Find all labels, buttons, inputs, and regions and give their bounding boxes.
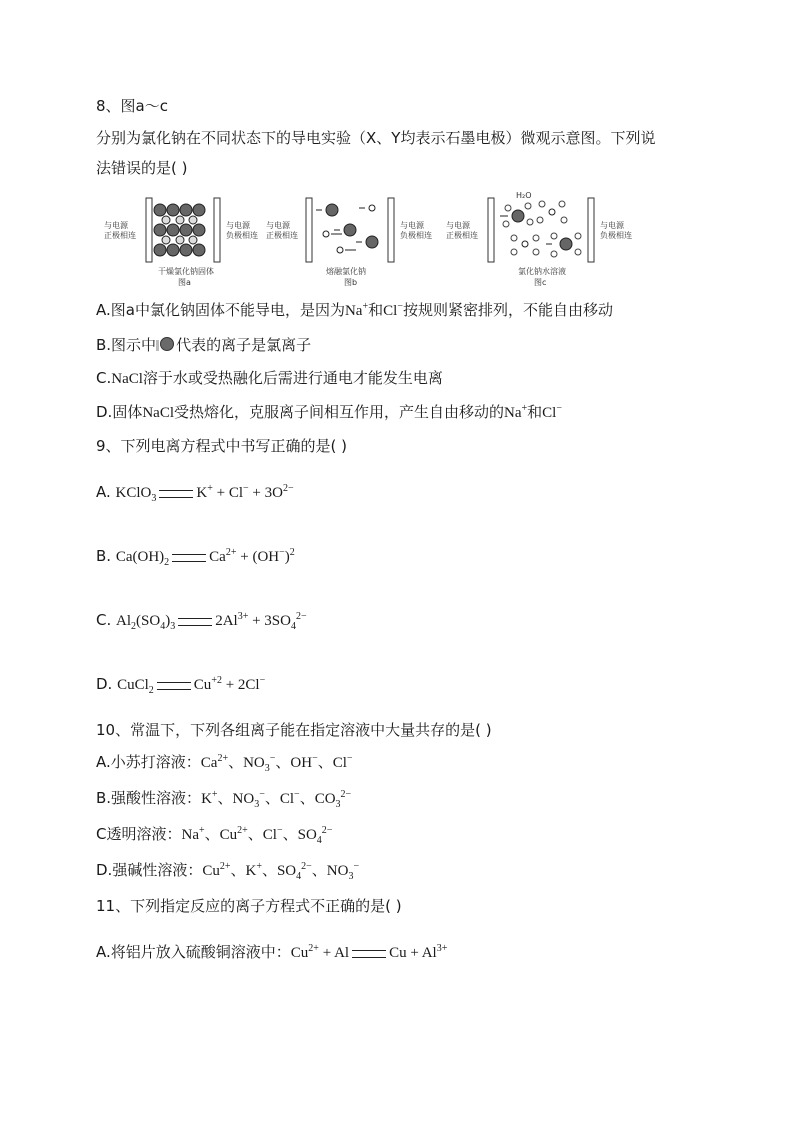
figure-b-electrode-y — [388, 198, 394, 262]
figure-a-electrode-y — [214, 198, 220, 262]
equation-b: $Ca(OH)_2$ $Ca^{2+} + (OH^-)^2$ — [115, 547, 295, 568]
q8-option-a: A.图a中氯化钠固体不能导电，是因为Na+和Cl−按规则紧密排列，不能自由移动 — [96, 301, 613, 319]
figure-c-left-label-1: 与电源 — [446, 221, 470, 230]
q9-option-c: C. $Al_2(SO_4)_3$ $2Al^{3+} + 3SO_4^{2-}$ — [96, 611, 307, 632]
figure-c-caption: 氯化钠水溶液 — [518, 267, 566, 276]
chloride-ion-icon — [160, 337, 174, 351]
q8-option-c: C.NaCl溶于水或受热融化后需进行通电才能发生电离 — [96, 369, 443, 387]
q9-option-d: D. CuCl$_2$ $Cu^{+2} + 2Cl^-$ — [96, 675, 266, 696]
figure-a-right-label-1: 与电源 — [226, 221, 250, 230]
figure-a-crystal-lattice — [154, 204, 205, 256]
figure-a-caption: 干燥氯化钠固体 — [158, 267, 214, 276]
figure-c-electrode-y — [588, 198, 594, 262]
figure-a-left-label-2: 正极相连 — [104, 231, 136, 240]
cl-ion: Cl− — [383, 301, 403, 319]
figure-c — [446, 191, 632, 287]
q8-title: 8、图a～c — [96, 97, 168, 115]
figure-b-left-label-1: 与电源 — [266, 221, 290, 230]
figure-c-caption-label: 图c — [534, 278, 547, 287]
q10-option-b: B.强酸性溶液：K+、$NO_3^-$、Cl−、$CO_3^{2-}$ — [96, 789, 352, 810]
equation-c: $Al_2(SO_4)_3$ $2Al^{3+} + 3SO_4^{2-}$ — [116, 611, 307, 632]
q8-stem-line2: 法错误的是( ) — [96, 159, 188, 177]
figure-a-electrode-x — [146, 198, 152, 262]
q11-title: 11、下列指定反应的离子方程式不正确的是( ) — [96, 897, 402, 915]
figure-b — [266, 198, 432, 287]
figure-b-caption-label: 图b — [344, 278, 358, 287]
q9-title: 9、下列电离方程式中书写正确的是( ) — [96, 437, 348, 455]
figure-c-electrode-x — [488, 198, 494, 262]
q8-option-b: B.图示中 代表的离子是氯离子 — [96, 336, 312, 354]
figure-a-right-label-2: 负极相连 — [226, 231, 258, 240]
q9-option-a: A. KClO$_3$ $K^+ + Cl^- + 3O^{2-}$ — [96, 483, 294, 504]
figure-a-caption-label: 图a — [178, 278, 191, 287]
figure-c-water-label: H₂O — [516, 191, 532, 200]
figure-c-right-label-2: 负极相连 — [600, 231, 632, 240]
figure-c-left-label-2: 正极相连 — [446, 231, 478, 240]
na-ion: Na+ — [344, 301, 369, 319]
q10-option-a: A.小苏打溶液：$Ca^{2+}$、$NO_3^-$、OH−、Cl− — [96, 753, 353, 774]
equation-a: KClO$_3$ $K^+ + Cl^- + 3O^{2-}$ — [115, 483, 294, 504]
q11-option-a: A.将铝片放入硫酸铜溶液中：$Cu^{2+} + Al$ $Cu + Al^{3+}$ — [96, 943, 448, 961]
nacl-conduction-figure — [100, 190, 660, 290]
q10-option-c: C透明溶液：Na+、$Cu^{2+}$、Cl−、$SO_4^{2-}$ — [96, 825, 333, 846]
figure-c-hydrated-ions — [500, 201, 581, 257]
figure-b-free-ions — [316, 204, 378, 253]
q10-option-d: D.强碱性溶液：$Cu^{2+}$、K+、$SO_4^{2-}$、$NO_3^-$ — [96, 861, 360, 882]
q10-title: 10、常温下，下列各组离子能在指定溶液中大量共存的是( ) — [96, 721, 492, 739]
q8-option-d: D.固体NaCl受热熔化，克服离子间相互作用，产生自由移动的Na+和Cl− — [96, 403, 562, 421]
figure-a — [104, 198, 258, 287]
figure-b-electrode-x — [306, 198, 312, 262]
figure-b-left-label-2: 正极相连 — [266, 231, 298, 240]
q8-stem-line1: 分别为氯化钠在不同状态下的导电实验（X、Y均表示石墨电极）微观示意图。下列说 — [96, 129, 656, 147]
figure-b-right-label-1: 与电源 — [400, 221, 424, 230]
figure-a-left-label-1: 与电源 — [104, 221, 128, 230]
equation-d: CuCl$_2$ $Cu^{+2} + 2Cl^-$ — [117, 675, 266, 696]
figure-b-right-label-2: 负极相连 — [400, 231, 432, 240]
figure-c-right-label-1: 与电源 — [600, 221, 624, 230]
figure-b-caption: 熔融氯化钠 — [326, 267, 366, 276]
q9-option-b: B. $Ca(OH)_2$ $Ca^{2+} + (OH^-)^2$ — [96, 547, 295, 568]
